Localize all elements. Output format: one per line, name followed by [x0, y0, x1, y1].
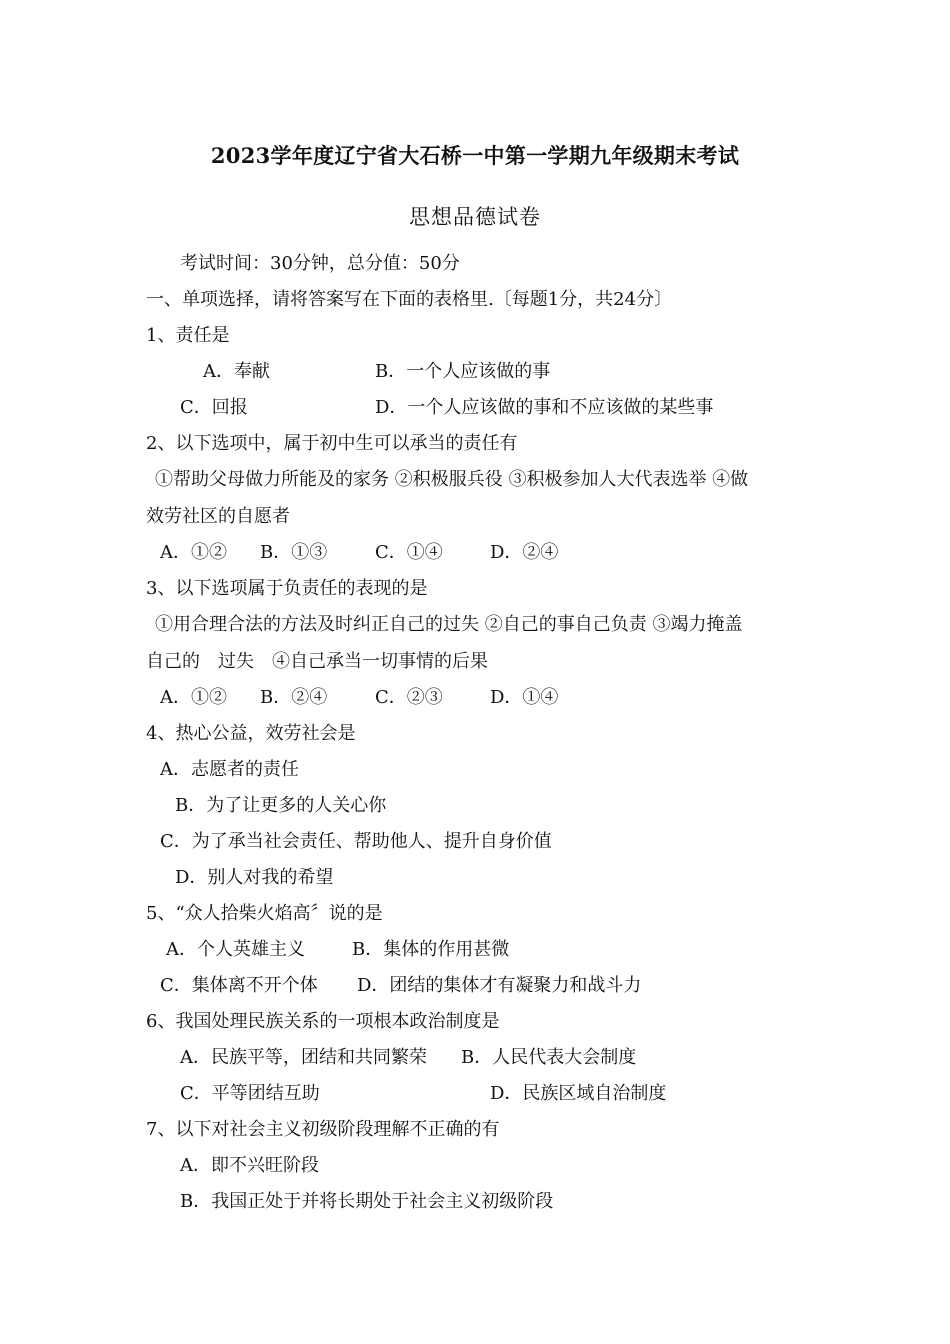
section-heading: 一、单项选择，请将答案写在下面的表格里.〔每题1分，共24分〕 — [146, 289, 673, 310]
question-2-option-c: C．①④ — [375, 542, 443, 563]
question-3-items-line-1: ①用合理合法的方法及时纠正自己的过失 ②自己的事自己负责 ③竭力掩盖 — [155, 614, 743, 635]
question-2-stem: 2、以下选项中，属于初中生可以承当的责任有 — [146, 433, 518, 454]
question-5-option-d: D．团结的集体才有凝聚力和战斗力 — [357, 975, 642, 996]
question-1-option-d: D．一个人应该做的事和不应该做的某些事 — [375, 397, 714, 418]
question-3-option-d: D．①④ — [490, 687, 559, 708]
question-7-option-a: A．即不兴旺阶段 — [180, 1155, 319, 1176]
question-1-stem: 1、责任是 — [146, 325, 230, 346]
question-4-stem: 4、热心公益，效劳社会是 — [146, 723, 356, 744]
exam-title: 2023学年度辽宁省大石桥一中第一学期九年级期末考试 — [210, 143, 740, 168]
question-7-option-b: B．我国正处于并将长期处于社会主义初级阶段 — [180, 1191, 554, 1212]
question-7-stem: 7、以下对社会主义初级阶段理解不正确的有 — [146, 1119, 500, 1140]
exam-info: 考试时间：30分钟，总分值：50分 — [180, 253, 460, 274]
question-5-option-a: A．个人英雄主义 — [166, 939, 305, 960]
question-5-option-c: C．集体离不开个体 — [160, 975, 318, 996]
question-2-items-line-1: ①帮助父母做力所能及的家务 ②积极服兵役 ③积极参加人大代表选举 ④做 — [155, 469, 749, 490]
question-1-option-a: A．奉献 — [203, 361, 270, 382]
question-4-option-b: B．为了让更多的人关心你 — [175, 795, 387, 816]
question-6-option-b: B．人民代表大会制度 — [461, 1047, 637, 1068]
exam-subtitle: 思想品德试卷 — [409, 205, 541, 229]
question-2-items-line-2: 效劳社区的自愿者 — [146, 506, 290, 527]
question-6-option-a: A．民族平等，团结和共同繁荣 — [180, 1047, 427, 1068]
question-1-option-b: B．一个人应该做的事 — [375, 361, 551, 382]
question-2-option-a: A．①② — [160, 542, 227, 563]
question-3-option-a: A．①② — [160, 687, 227, 708]
question-6-option-c: C．平等团结互助 — [180, 1083, 320, 1104]
question-6-option-d: D．民族区域自治制度 — [490, 1083, 667, 1104]
question-3-option-b: B．②④ — [260, 687, 328, 708]
question-3-items-line-2: 自己的 过失 ④自己承当一切事情的后果 — [146, 651, 488, 672]
question-6-stem: 6、我国处理民族关系的一项根本政治制度是 — [146, 1011, 500, 1032]
question-2-option-d: D．②④ — [490, 542, 559, 563]
question-5-option-b: B．集体的作用甚微 — [352, 939, 510, 960]
question-2-option-b: B．①③ — [260, 542, 328, 563]
question-4-option-a: A．志愿者的责任 — [160, 759, 299, 780]
question-1-option-c: C．回报 — [180, 397, 248, 418]
question-5-stem: 5、“众人拾柴火焰高〞说的是 — [146, 903, 383, 924]
question-3-option-c: C．②③ — [375, 687, 443, 708]
question-4-option-d: D．别人对我的希望 — [175, 867, 334, 888]
question-3-stem: 3、以下选项属于负责任的表现的是 — [146, 578, 428, 599]
question-4-option-c: C．为了承当社会责任、帮助他人、提升自身价值 — [160, 831, 552, 852]
